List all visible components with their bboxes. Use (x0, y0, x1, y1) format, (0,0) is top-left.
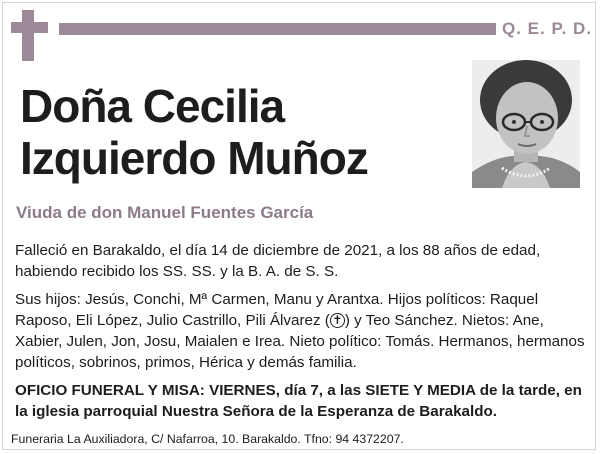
deceased-name-line2: Izquierdo Muñoz (20, 132, 368, 184)
qepd-label: Q. E. P. D. (502, 19, 593, 38)
family-list-part1: Sus hijos: Jesús, Conchi, Mª Carmen, Manu y Arantxa. Hijos políticos: Raquel Raposo, Eli López, Julio Castrillo, Pili Álvarez ( (15, 291, 539, 329)
funeral-mass-notice: OFICIO FUNERAL Y MISA: VIERNES, día 7, a las SIETE Y MEDIA de la tarde, en la iglesia parroquial Nuestra Señora de la Esperanza de Barakaldo. (15, 382, 582, 420)
family-list (15, 289, 587, 373)
deceased-name (20, 80, 440, 184)
widow-of-line: Viuda de don Manuel Fuentes García (16, 203, 314, 222)
cross-icon-vertical (22, 10, 34, 61)
family-list-part2: ) y Teo Sánchez. Nietos: Ane, Xabier, Julen, Jon, Josu, Maialen e Irea. Nieto político: Tomás. Hermanos, hermanos políticos, sobrinos, primos, Hérica y demás familia. (15, 312, 585, 371)
deceased-portrait (472, 60, 580, 188)
funeral-home-footer: Funeraria La Auxiliadora, C/ Nafarroa, 10. Barakaldo. Tfno: 94 4372207. (11, 432, 404, 446)
death-notice: Falleció en Barakaldo, el día 14 de diciembre de 2021, a los 88 años de edad, habiendo recibido los SS. SS. y la B. A. de S. S. (15, 242, 541, 280)
portrait-image (472, 60, 580, 188)
cross-icon-horizontal (11, 22, 48, 33)
deceased-cross-icon: ✝ (330, 313, 345, 328)
deceased-name-line1: Doña Cecilia (20, 80, 285, 132)
header-divider-bar (59, 23, 496, 35)
obituary-body (15, 240, 587, 429)
